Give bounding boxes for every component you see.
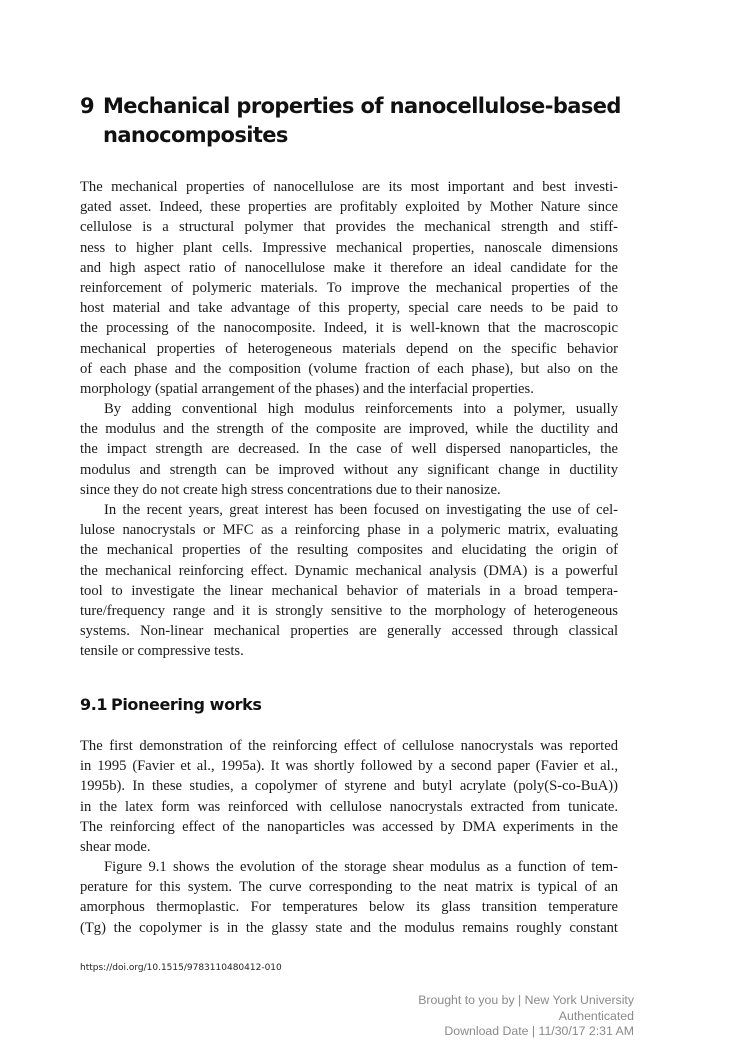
text-line: In the recent years, great interest has been focused on investigating the use of cel- [104,502,618,518]
text-line: cellulose is a structural polymer that provides the mechanical strength and stiff- [80,219,618,236]
text-line: the impact strength are decreased. In the case of well dispersed nanoparticles, the [80,441,618,458]
text-line: lulose nanocrystals or MFC as a reinforcing phase in a polymeric matrix, evaluating [80,522,618,539]
text-line: since they do not create high stress concentrations due to their nanosize. [80,481,501,498]
section-paragraph-2 [80,857,618,938]
text-line: The mechanical properties of nanocellulose are its most important and best investi- [80,179,618,195]
section-number: 9.1 [80,695,108,714]
text-line: modulus and strength can be improved without any significant change in ductility [80,461,618,478]
text-line: 1995b). In these studies, a copolymer of styrene and butyl acrylate (poly(S-co-BuA)) [80,778,618,795]
text-line: The reinforcing effect of the nanoparticles was accessed by DMA experiments in the [80,818,618,835]
text-line: perature for this system. The curve corresponding to the neat matrix is typical of an [80,879,618,896]
text-line: the processing of the nanocomposite. Indeed, it is well-known that the macroscopic [80,320,618,337]
section-heading [80,694,262,716]
text-line: reinforcement of polymeric materials. To improve the mechanical properties of the [80,279,618,296]
intro-paragraph-1 [80,177,618,399]
text-line: amorphous thermoplastic. For temperatures below its glass transition temperature [80,899,618,916]
text-line: By adding conventional high modulus reinforcements into a polymer, usually [104,401,618,417]
text-line: (Tg) the copolymer is in the glassy state and the modulus remains roughly constant [80,919,618,936]
footer-download-date: Download Date | 11/30/17 2:31 AM [444,1024,634,1038]
intro-paragraph-2 [80,399,618,500]
text-line: morphology (spatial arrangement of the phases) and the interfacial properties. [80,380,534,397]
text-line: in the latex form was reinforced with cellulose nanocrystals extracted from tunicate. [80,798,618,815]
text-line: host material and take advantage of this property, special care needs to be paid to [80,300,618,317]
chapter-title-line-2: nanocomposites [103,123,288,147]
text-line: the mechanical properties of the resulting composites and elucidating the origin of [80,542,618,559]
section-title: Pioneering works [111,695,262,714]
text-line: gated asset. Indeed, these properties are profitably exploited by Mother Nature since [80,199,618,216]
intro-paragraph-3 [80,500,618,662]
text-line: mechanical properties of heterogeneous materials depend on the specific behavior [80,340,618,357]
text-line: Figure 9.1 shows the evolution of the storage shear modulus as a function of tem- [104,859,618,875]
chapter-number: 9 [80,94,95,118]
chapter-title-line-1: Mechanical properties of nanocellulose-based [103,94,621,118]
section-paragraph-1 [80,736,618,857]
access-footer [418,993,634,1040]
footer-auth-status: Authenticated [558,1008,634,1023]
text-line: tool to investigate the linear mechanical behavior of materials in a broad tempera- [80,582,618,599]
text-line: of each phase and the composition (volume fraction of each phase), but also on the [80,360,618,377]
text-line: shear mode. [80,838,151,855]
doi-link[interactable]: https://doi.org/10.1515/9783110480412-010 [80,963,282,973]
footer-provider: Brought to you by | New York University [418,993,634,1007]
text-line: tensile or compressive tests. [80,643,244,660]
text-line: ture/frequency range and it is strongly sensitive to the morphology of heterogeneous [80,602,618,619]
text-line: and high aspect ratio of nanocellulose make it therefore an ideal candidate for the [80,259,618,276]
text-line: ness to higher plant cells. Impressive mechanical properties, nanoscale dimensions [80,239,618,256]
text-line: the modulus and the strength of the composite are improved, while the ductility and [80,421,618,438]
text-line: the mechanical reinforcing effect. Dynamic mechanical analysis (DMA) is a powerful [80,562,618,579]
text-line: in 1995 (Favier et al., 1995a). It was shortly followed by a second paper (Favier et al., [80,758,618,775]
text-line: The first demonstration of the reinforcing effect of cellulose nanocrystals was reported [80,738,618,754]
text-line: systems. Non-linear mechanical properties are generally accessed through classical [80,623,618,640]
